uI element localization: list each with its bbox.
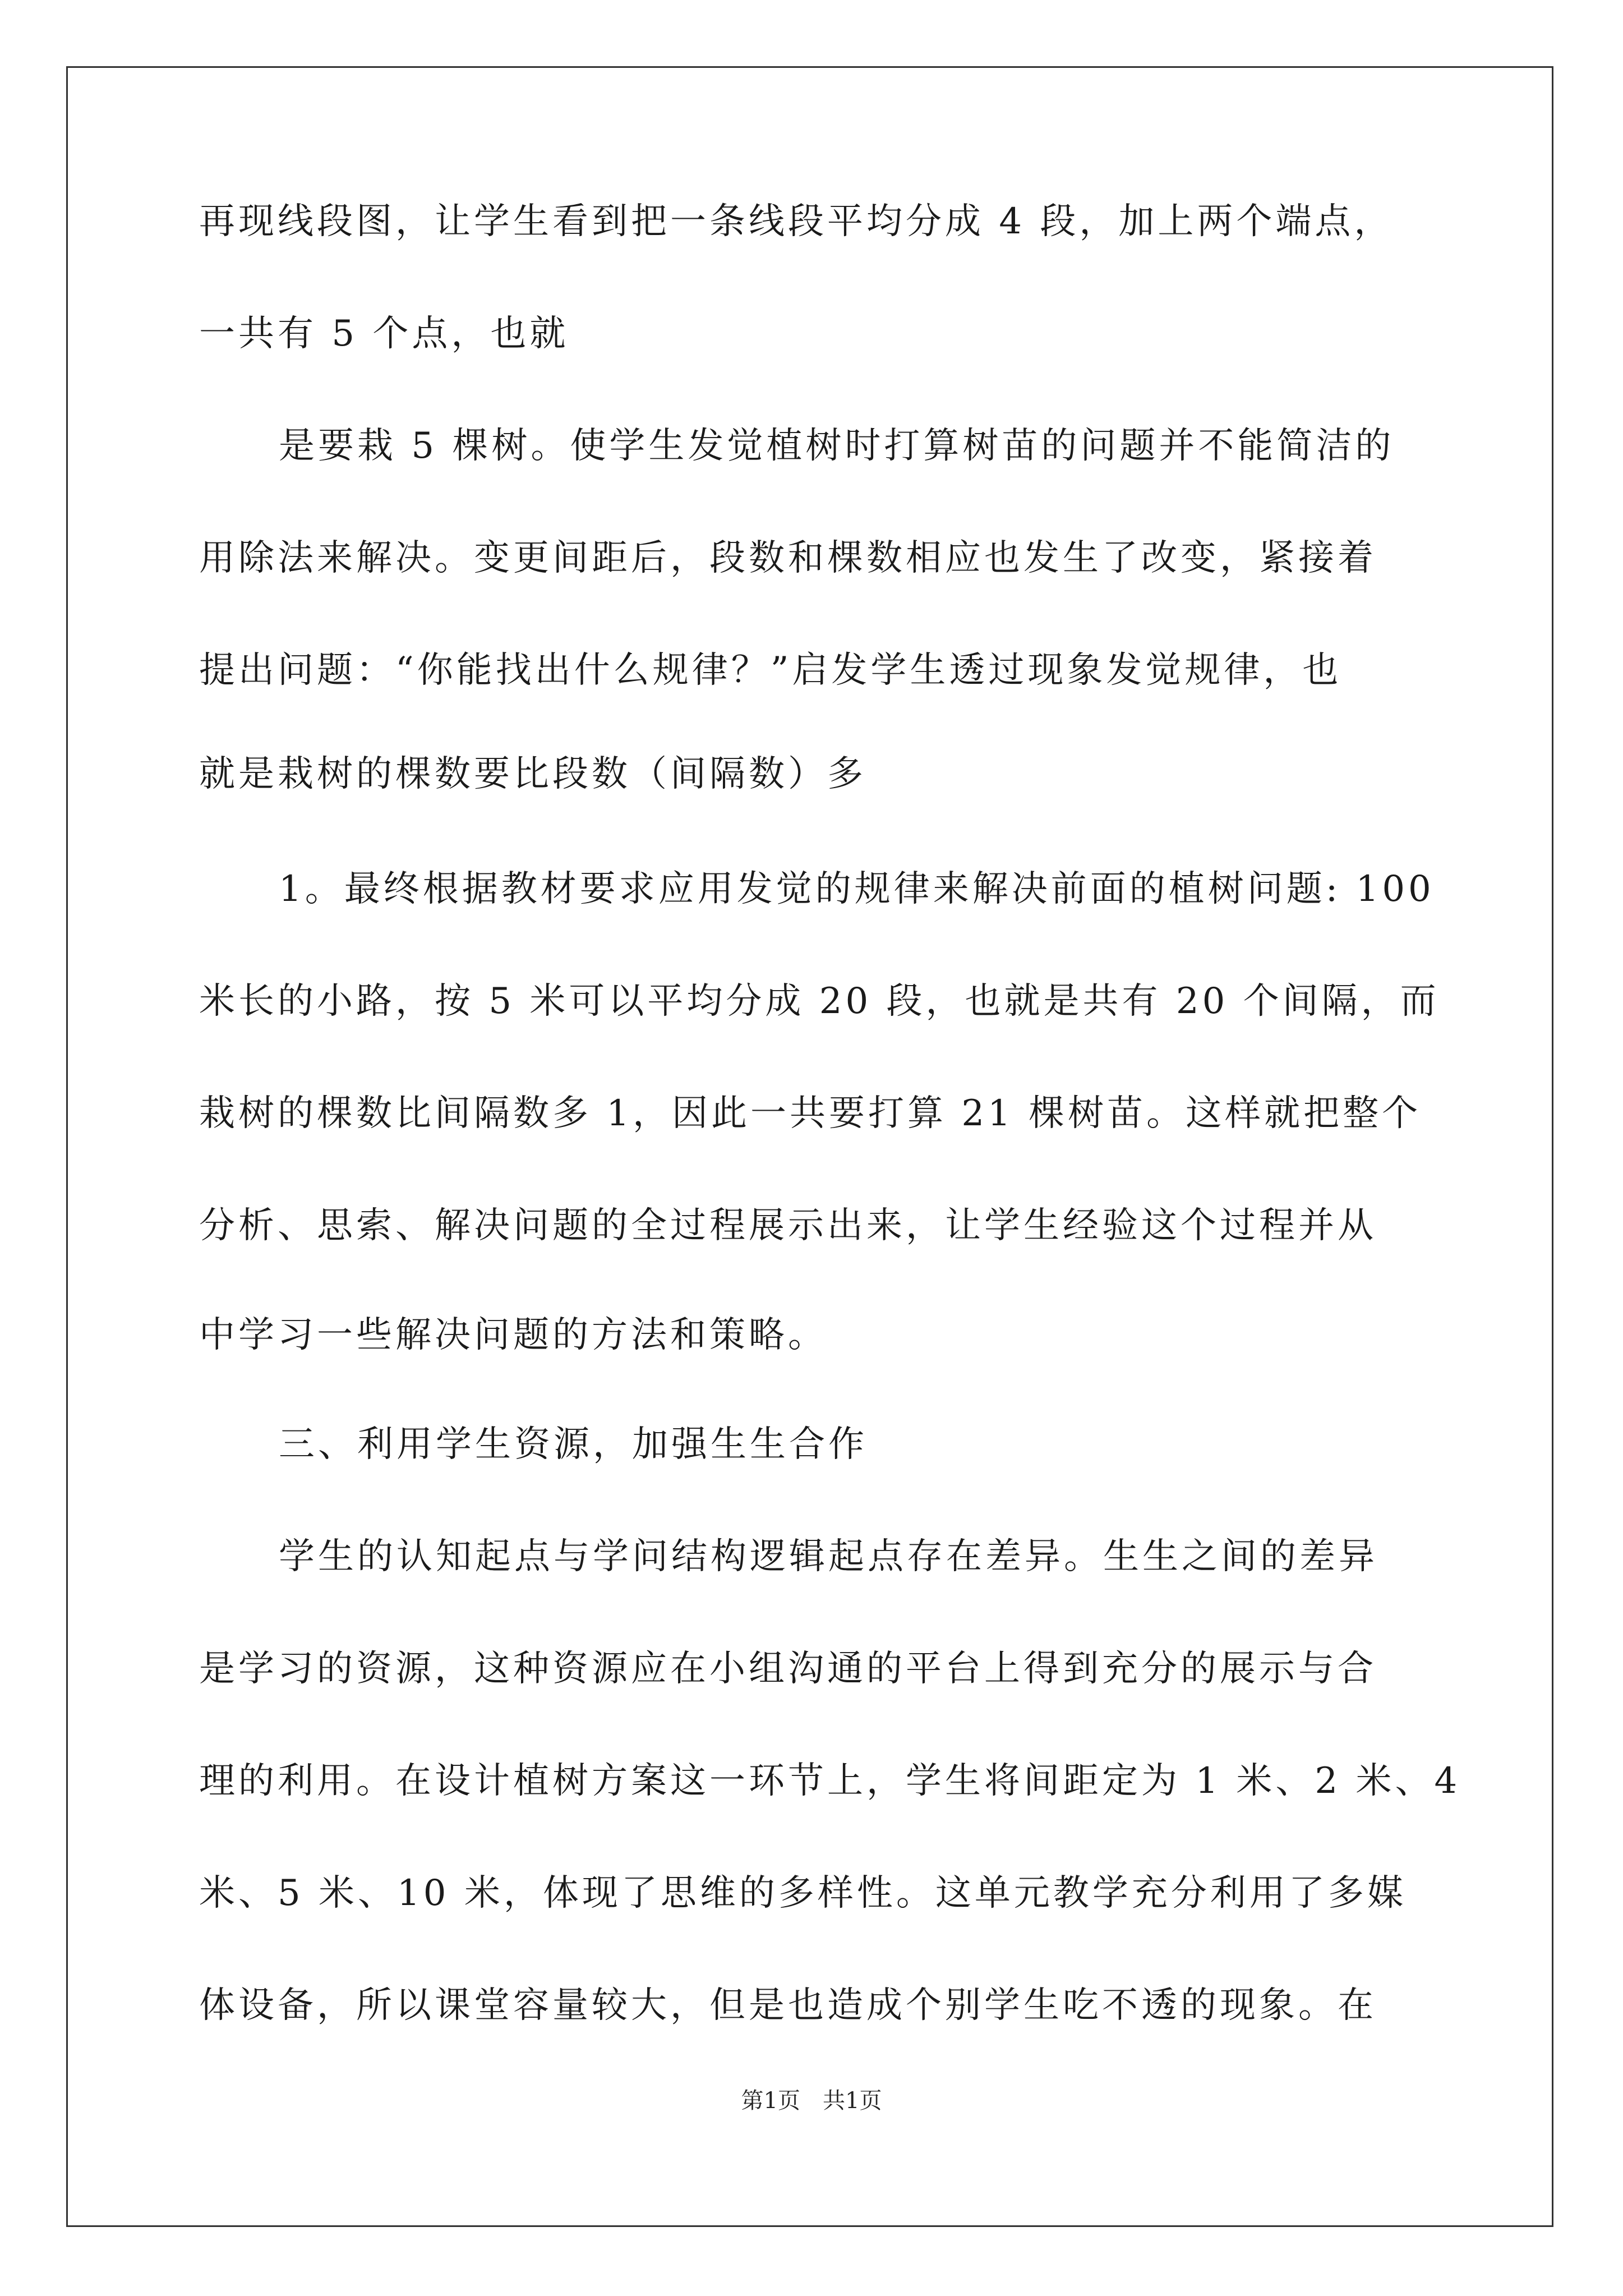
text-line: 学生的认知起点与学问结构逻辑起点存在差异。生生之间的差异: [279, 1536, 1378, 1577]
text-line: 就是栽树的棵数要比段数（间隔数）多: [199, 753, 866, 795]
text-line: 再现线段图，让学生看到把一条线段平均分成 4 段，加上两个端点，: [199, 201, 1394, 242]
text-line: 是学习的资源，这种资源应在小组沟通的平台上得到充分的展示与合: [199, 1648, 1377, 1690]
text-line: 栽树的棵数比间隔数多 1，因此一共要打算 21 棵树苗。这样就把整个: [199, 1093, 1422, 1134]
text-line: 中学习一些解决问题的方法和策略。: [199, 1314, 827, 1356]
text-line: 分析、思索、解决问题的全过程展示出来，让学生经验这个过程并从: [199, 1205, 1377, 1246]
text-line: 米长的小路，按 5 米可以平均分成 20 段，也就是共有 20 个间隔，而: [199, 981, 1440, 1022]
text-line: 理的利用。在设计植树方案这一环节上，学生将间距定为 1 米、2 米、4: [199, 1760, 1461, 1802]
text-line: 1。最终根据教材要求应用发觉的规律来解决前面的植树问题: 100: [279, 868, 1435, 910]
text-line: 提出问题：“你能找出什么规律？”启发学生透过现象发觉规律，也: [199, 650, 1342, 691]
section-heading: 三、利用学生资源，加强生生合作: [279, 1424, 868, 1465]
text-line: 米、5 米、10 米，体现了思维的多样性。这单元教学充分利用了多媒: [199, 1872, 1407, 1914]
text-line: 是要栽 5 棵树。使学生发觉植树时打算树苗的问题并不能简洁的: [279, 425, 1395, 467]
page-footer: 第1页 共1页: [741, 2088, 882, 2114]
text-line: 用除法来解决。变更间距后，段数和棵数相应也发生了改变，紧接着: [199, 537, 1377, 579]
text-line: 一共有 5 个点，也就: [199, 313, 569, 355]
text-line: 体设备，所以课堂容量较大，但是也造成个别学生吃不透的现象。在: [199, 1985, 1377, 2026]
